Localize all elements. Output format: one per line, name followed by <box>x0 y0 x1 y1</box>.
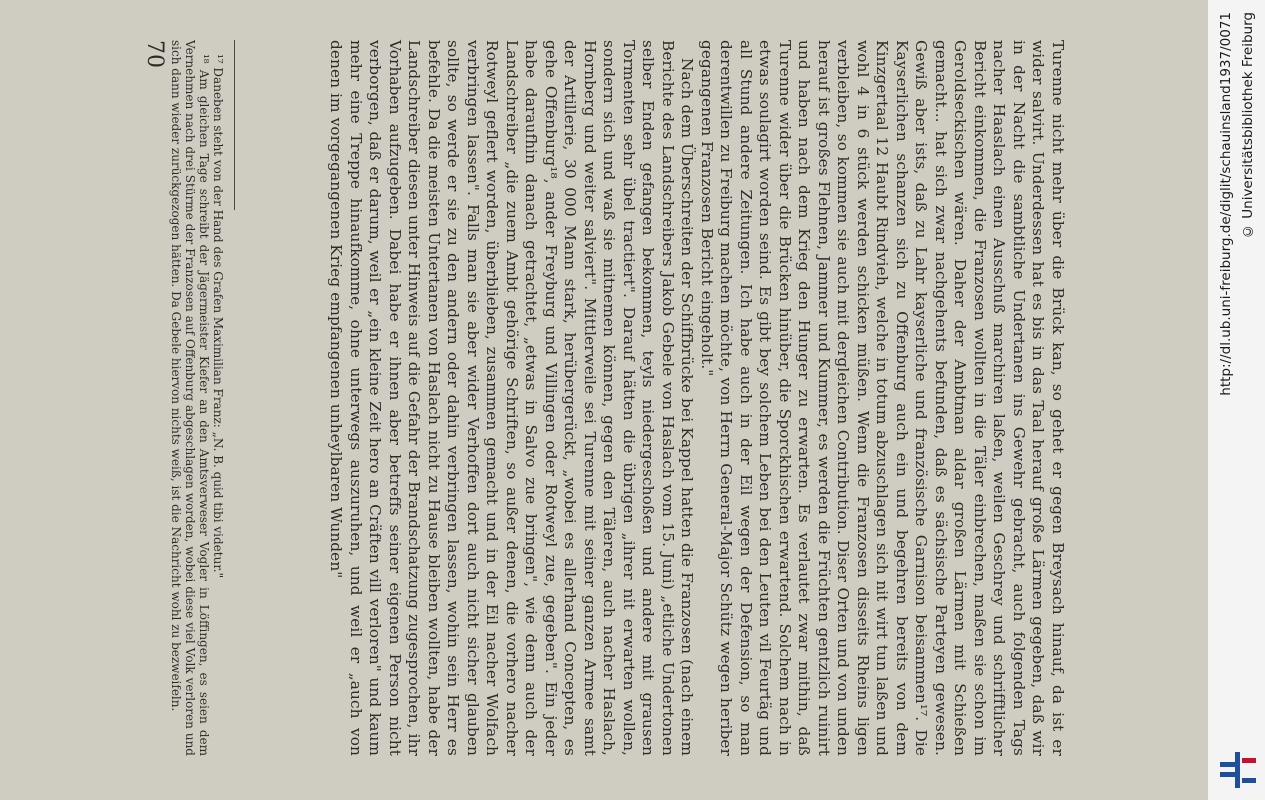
side-strip <box>1208 0 1265 800</box>
body-text <box>326 40 1067 756</box>
rotated-page-content <box>127 40 1067 756</box>
footnotes <box>169 40 225 756</box>
footnote-18: ¹⁸ Am gleichen Tage schreibt der Jägermeister Kiefer an den Amtsverweser Vogler in Löffingen, es seien dem Vernehmen nach drei Stürme der Franzosen auf Offenburg abgeschlagen worden, wobei diese viel Volk verloren und sich dann wieder zurückgezogen hätten. Da Gebele hiervon nichts weiß, ist die Nachricht wohl zu bezweifeln. <box>169 40 211 756</box>
paragraph-1: Turenne nicht mehr über die Brück kan, so gehet er gegen Breysach hinauf, da ist er wider salvirt. Underdessen hat es bis in das Taal herauf große Lärmen gegeben, daß wir in der Nacht die sambtliche Undertanen ins Gewehr gebracht, auch folgenden Tags nacher Haaslach einen Ausschuß marchiren laßen, weilen Geschrey und schrifftlicher Bericht einkommen, die Franzosen wollten in die Täler einbrechen, maßen sie schon im Geroldseckischen wären. Daher der Ambtman aldar großen Lärmen mit Schießen gemacht... hat sich zwar nachgehents befunden, daß es sächsische Parteyen gewesen. Gewiß aber ists, daß zu Lahr kayserliche und französische Garnison beisammen¹⁷. Die Kayserlichen schanzen sich zu Offenburg auch ein und begehren bereits von dem Kinzgertaal 12 Haubt Rindvieh, welche in totum abzuschlagen sich nit wirt tun laßen und wohl 4 in 6 stück werden schicken müßen. Wenn die Franzosen disseits Rheins ligen verbleiben, so kommen sie auch mit dergleichen Contribution. Diser Orten und von unden herauf ist großes Flehnen, Jammer und Kummer, es werden die Früchten gentzlich ruinirt und haben nach dem Krieg den Hunger zu erwarten. Es verlautet zwar mithin, daß Turenne wider über die Brücken hinüber, die Sporckhischen erwartend. Solchem nach in etwas soulagirt worden seind. Es gibt bey solchem Leben bei den Leuten vil Feurtäg und all Stund andere Zeitungen. Ich habe auch in der Eil wegen der Defension, so man derentwillen zu Freiburg machen möchte, von Herrn General-Major Schütz wegen heriber gegangenen Franzosen Bericht eingeholt." <box>698 40 1067 756</box>
page-number: 70 <box>142 40 167 68</box>
copyright-notice: © Universitätsbibliothek Freiburg <box>1240 12 1256 240</box>
source-url-link[interactable]: http://dl.ub.uni-freiburg.de/diglit/schauinsland1937/0071 <box>1218 12 1234 396</box>
footnote-divider <box>234 40 235 210</box>
paragraph-2: Nach dem Überschreiten der Schiffbrücke bei Kappel hatten die Franzosen (nach einem Berichte des Landschreibers Jakob Gebele von Haslach vom 15. Juni) „etliche Undertonen selber Enden gefangen bekommen, teyls niedergeschoßen und andere mit grausen Tormenten sehr übel tractiert". Darauf hätten die übrigen „ihrer nit erwarten wollen, sondern sich und waß sie mitnemen können, gegen den Täleren, auch nacher Haslach, Hornberg und weiter salviert". Mittlerweile sei Turenne mit seiner ganzen Armee samt der Artillerie, 30 000 Mann stark, herübergerückt, „wobei es allerhand Concepten, es gehe Offenburg¹⁸, ander Freyburg und Villingen oder Rotweyl zue, gegeben". Ein jeder habe daraufhin danach getrachtet, „etwas in Salvo zue bringen", wie denn auch der Landschreiber „die zuem Ambt gehörige Schriften, so außer denen, die vorhero nacher Rotweyl geflert worden, überblieben, zusammen gemacht und in der Eil nacher Wolfach verbringen lassen". Falls man sie aber wider Verhoffen dort auch nicht sicher glauben sollte, so werde er sie zu den andern oder dahin verbringen lassen, wohin sein Herr es befehle. Da die meisten Untertanen von Haslach nicht zu Hause bleiben wollten, habe der Landschreiber diesen unter Hinweis auf die Gefahr der Brandschatzung zugesprochen, ihr Vorhaben aufzugeben. Dabei habe er ihnen aber betreffs seiner eigenen Person nicht verborgen, daß er darum, weil er „ein kleine Zeit hero an Cräften vill verloren" und kaum mehr eine Treppe hinaufkomme, ohne unterwegs auszuruhen, und weil er „auch von denen im vorgegangenen Krieg empfangenen unheylbaren Wunden" <box>327 40 697 756</box>
ub-freiburg-logo-icon <box>1216 748 1260 792</box>
footnote-17: ¹⁷ Daneben steht von der Hand des Grafen Maximilian Franz: „N. B. quid tibi videtur." <box>211 54 225 579</box>
